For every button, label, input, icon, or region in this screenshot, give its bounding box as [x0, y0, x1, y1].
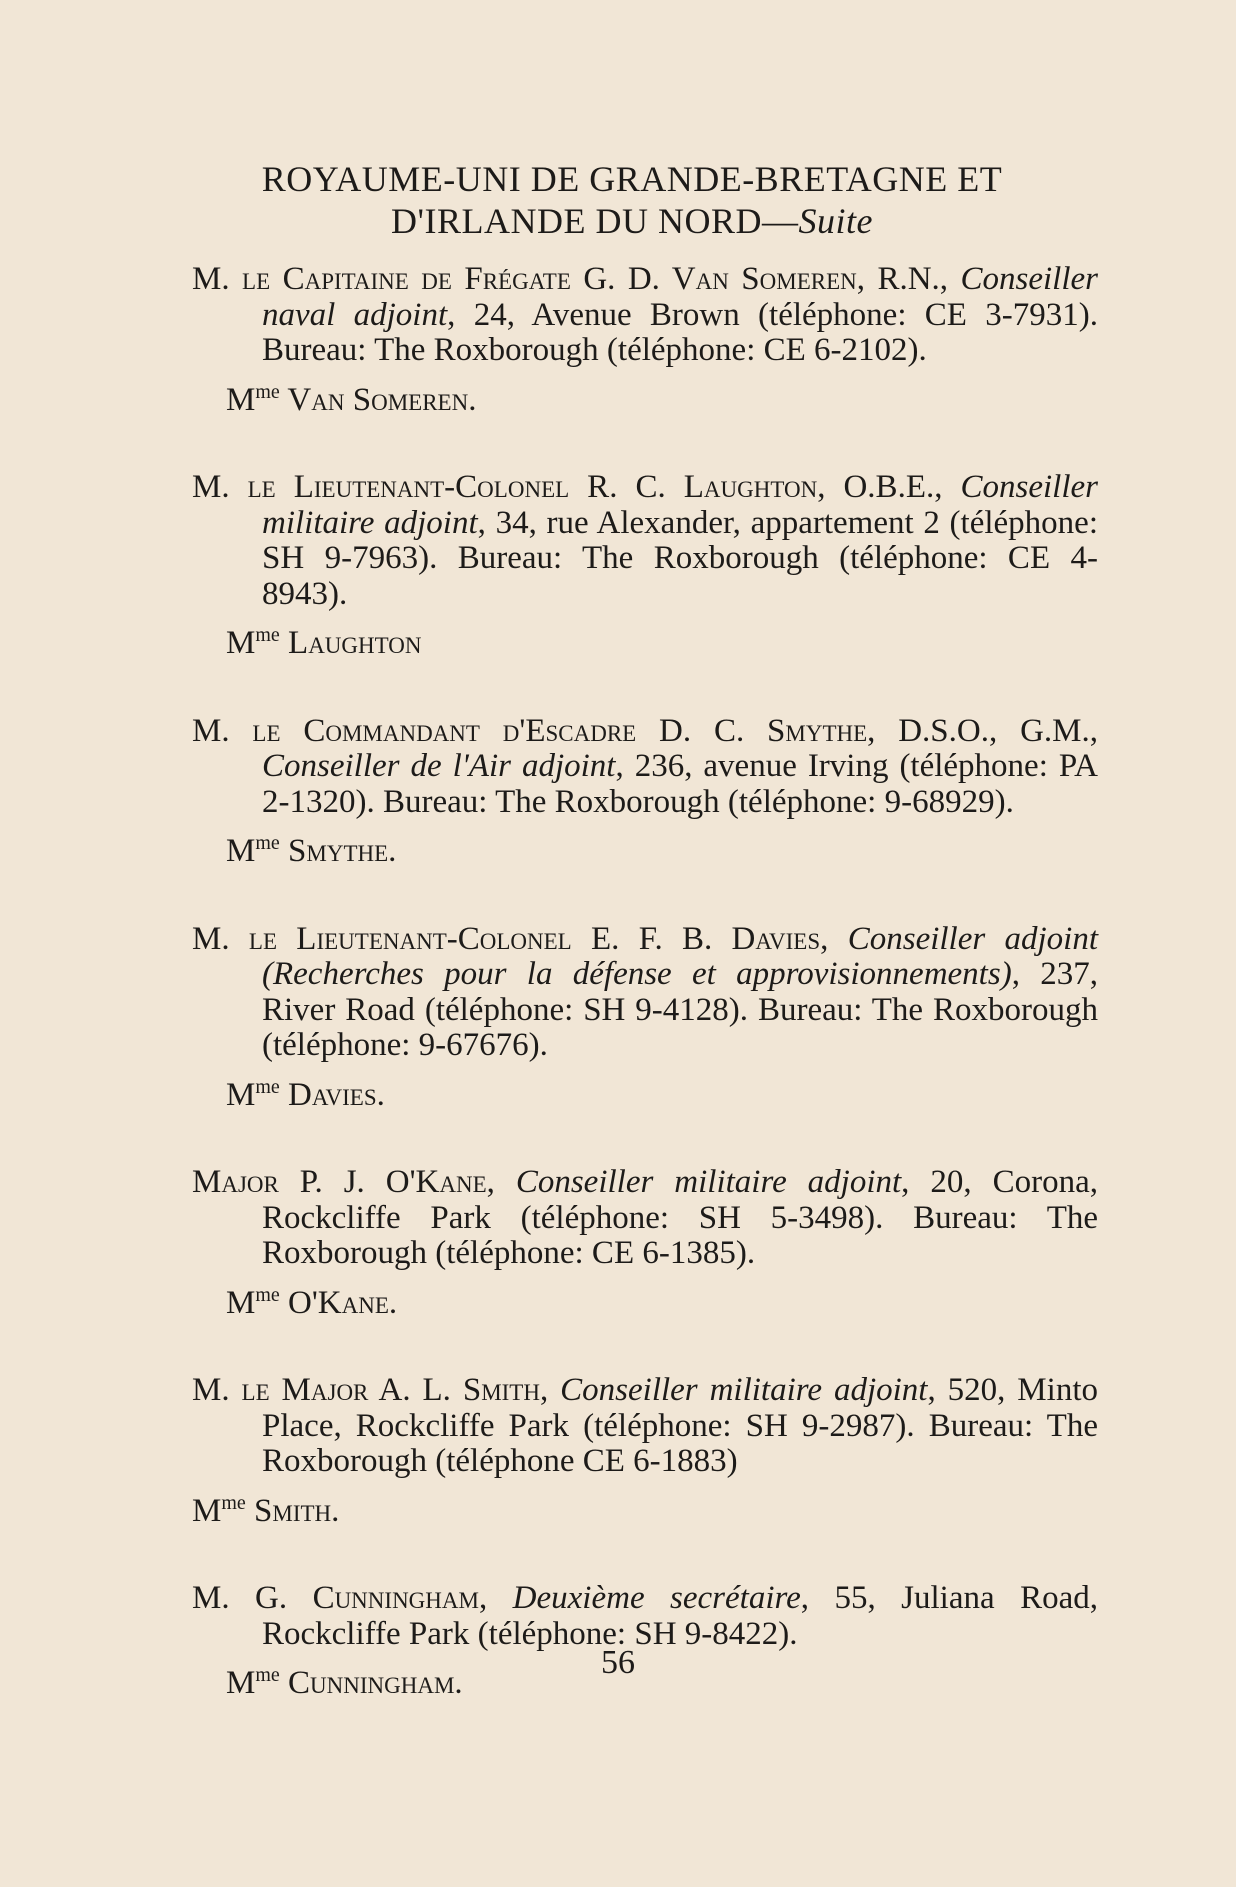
spouse-sup: me	[255, 1075, 280, 1098]
spouse-prefix: M	[226, 1665, 256, 1701]
entry-role: Deuxième secrétaire	[512, 1580, 801, 1616]
entry-text	[192, 1373, 1098, 1480]
entry-pre: D.S.O., G.M.,	[875, 712, 1098, 749]
entry-title: Major P. J. O'Kane,	[192, 1164, 495, 1200]
entry-pre: O.B.E.,	[825, 469, 961, 505]
page-header	[192, 158, 1072, 242]
header-suite: Suite	[798, 201, 873, 241]
entry-details: , 24, Avenue Brown (téléphone: CE 3-7931). Bureau: The Roxborough (téléphone: CE 6-2102).	[262, 296, 1098, 368]
entry-details: , 236, avenue Irving (téléphone: PA 2-1320). Bureau: The Roxborough (téléphone: 9-68929).	[262, 748, 1099, 820]
entry-title: M. G. Cunningham,	[192, 1580, 488, 1616]
entry-pre: R.N.,	[865, 261, 961, 297]
spouse-sup: me	[221, 1491, 246, 1514]
spouse-prefix: M	[226, 833, 256, 869]
spouse-line	[192, 1283, 1098, 1322]
entry-pre	[487, 1580, 512, 1616]
spouse-name: Davies.	[279, 1076, 385, 1113]
entry-title: M. le Commandant d'Escadre D. C. Smythe,	[192, 712, 876, 749]
spouse-line	[192, 1491, 1098, 1530]
spouse-line	[192, 380, 1098, 419]
spouse-sup: me	[255, 624, 280, 646]
spouse-name: Smythe.	[279, 833, 397, 869]
spouse-sup: me	[255, 1283, 280, 1306]
spouse-line	[192, 834, 1098, 870]
entry-details: , 34, rue Alexander, appartement 2 (téléphone: SH 9-7963). Bureau: The Roxborough (téléphone: CE 4-8943).	[262, 504, 1098, 612]
spouse-name: Cunningham.	[279, 1665, 463, 1701]
spouse-prefix: M	[226, 625, 256, 661]
entry-text	[192, 714, 1098, 821]
entry-role: Conseiller militaire adjoint	[262, 469, 1098, 541]
entry-pre	[495, 1164, 516, 1200]
entry-text	[192, 922, 1098, 1064]
page-number: 56	[601, 1644, 635, 1681]
spouse-prefix: M	[192, 1492, 222, 1529]
entry-text	[192, 1581, 1098, 1652]
spouse-name: O'Kane.	[279, 1284, 398, 1321]
entry-text	[192, 470, 1098, 612]
entry-van-someren	[192, 262, 1098, 418]
entry-details: , 520, Minto Place, Rockcliffe Park (téléphone: SH 9-2987). Bureau: The Roxborough (téléphone CE 6-1883)	[262, 1372, 1098, 1479]
spouse-line	[192, 626, 1098, 662]
entry-title: M. le Lieutenant-Colonel E. F. B. Davies,	[192, 920, 829, 957]
spouse-prefix: M	[226, 381, 256, 418]
entry-title: M. le Capitaine de Frégate G. D. Van Someren,	[192, 261, 866, 297]
spouse-prefix: M	[226, 1284, 256, 1321]
spouse-name: Van Someren.	[279, 381, 477, 418]
entry-smythe	[192, 714, 1098, 870]
entry-cunningham	[192, 1581, 1098, 1702]
entry-davies	[192, 922, 1098, 1114]
header-line-2-text: D'IRLANDE DU NORD—	[391, 201, 799, 241]
entry-smith	[192, 1373, 1098, 1529]
entry-okane	[192, 1165, 1098, 1321]
entry-pre	[828, 921, 847, 957]
entry-role: Conseiller militaire adjoint	[560, 1372, 928, 1408]
entry-role: Conseiller de l'Air adjoint	[262, 748, 616, 784]
spouse-sup: me	[255, 1664, 280, 1686]
spouse-name: Laughton	[279, 625, 422, 661]
entry-text	[192, 262, 1098, 369]
spouse-sup: me	[255, 832, 280, 854]
entry-list	[192, 262, 1098, 1702]
spouse-prefix: M	[226, 1076, 256, 1113]
spouse-name: Smith.	[245, 1492, 340, 1529]
entry-role: Conseiller militaire adjoint	[515, 1164, 902, 1200]
spouse-line	[192, 1075, 1098, 1114]
entry-title: M. le Major A. L. Smith,	[192, 1372, 549, 1408]
entry-role: Conseiller naval adjoint	[262, 261, 1099, 333]
spouse-sup: me	[255, 380, 280, 403]
entry-details: , 237, River Road (téléphone: SH 9-4128). Bureau: The Roxborough (téléphone: 9-67676).	[262, 956, 1098, 1063]
entry-laughton	[192, 470, 1098, 662]
entry-details: , 20, Corona, Rockcliffe Park (téléphone: SH 5-3498). Bureau: The Roxborough (téléphone: CE 6-1385).	[262, 1164, 1098, 1271]
entry-details: , 55, Juliana Road, Rockcliffe Park (téléphone: SH 9-8422).	[262, 1580, 1098, 1652]
entry-text	[192, 1165, 1098, 1272]
entry-pre	[548, 1372, 560, 1408]
header-line-1: ROYAUME-UNI DE GRANDE-BRETAGNE ET	[261, 159, 1003, 199]
header-line-2	[192, 200, 1072, 242]
entry-role: Conseiller adjoint (Recherches pour la défense et approvisionnements)	[262, 920, 1099, 992]
entry-title: M. le Lieutenant-Colonel R. C. Laughton,	[192, 469, 826, 505]
